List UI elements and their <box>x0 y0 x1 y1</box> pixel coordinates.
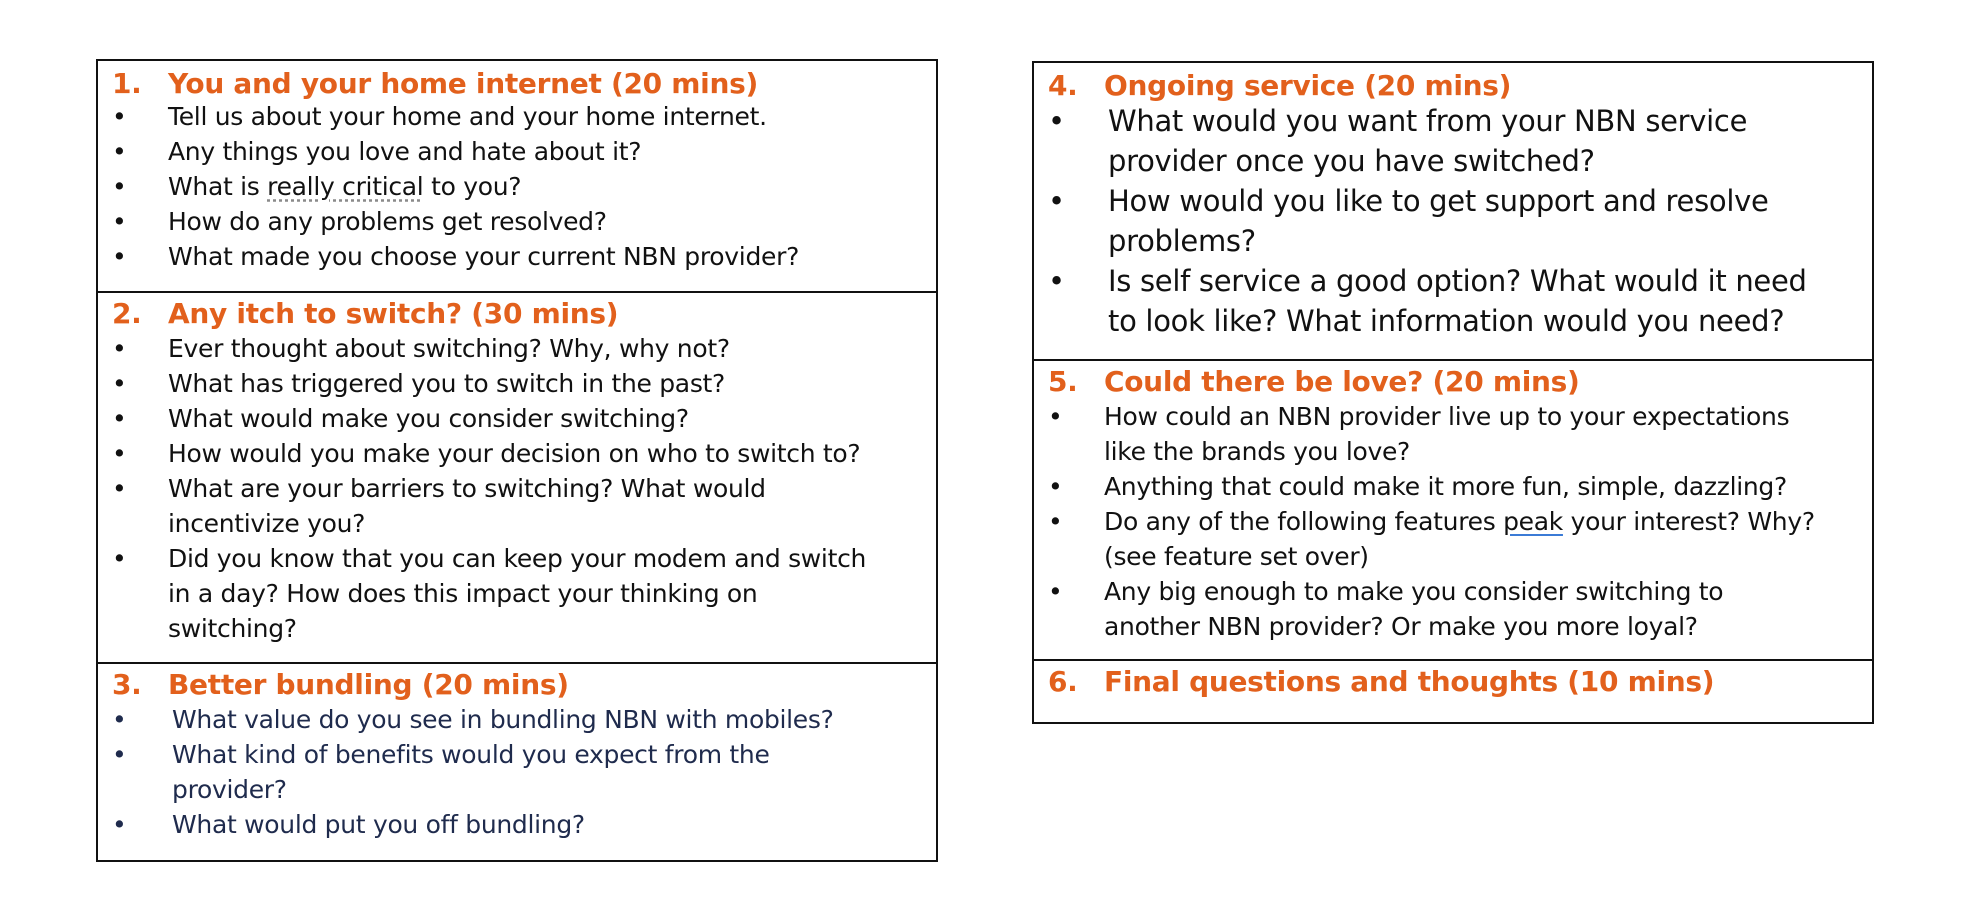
left-discussion-panel <box>96 59 938 862</box>
question-text: Did you know that you can keep your modem and switch <box>168 544 867 573</box>
section-number: 2. <box>112 297 142 330</box>
question-text: switching? <box>168 614 297 643</box>
question-list <box>98 702 936 842</box>
question-text: Do any of the following features peak your interest? Why? <box>1104 507 1815 536</box>
question-item <box>1034 101 1872 181</box>
section-number: 1. <box>112 67 142 100</box>
section-title: Final questions and thoughts (10 mins) <box>1104 665 1715 698</box>
bullet-icon: • <box>112 242 127 271</box>
bullet-icon: • <box>112 705 127 734</box>
question-text: Any big enough to make you consider switching to <box>1104 577 1724 606</box>
question-text: What would you want from your NBN service <box>1108 104 1748 138</box>
question-text: Ever thought about switching? Why, why not? <box>168 334 730 363</box>
underlined-phrase: peak <box>1503 507 1563 536</box>
section-number: 5. <box>1048 365 1078 398</box>
question-text: How could an NBN provider live up to your expectations <box>1104 402 1790 431</box>
bullet-icon: • <box>112 544 127 573</box>
question-text: like the brands you love? <box>1104 437 1411 466</box>
section-heading <box>112 67 758 100</box>
question-text: What are your barriers to switching? What would <box>168 474 766 503</box>
question-text: What value do you see in bundling NBN with mobiles? <box>172 705 834 734</box>
question-text: Is self service a good option? What would it need <box>1108 264 1807 298</box>
question-text: How would you like to get support and resolve <box>1108 184 1769 218</box>
bullet-icon: • <box>112 369 127 398</box>
question-item <box>98 737 936 807</box>
section-heading <box>1048 365 1580 398</box>
question-item <box>98 702 936 737</box>
question-list <box>98 331 936 646</box>
bullet-icon: • <box>1048 402 1063 431</box>
question-item <box>1034 399 1872 469</box>
question-text: incentivize you? <box>168 509 366 538</box>
question-item <box>1034 469 1872 504</box>
section-title: You and your home internet (20 mins) <box>168 67 758 100</box>
question-text: problems? <box>1108 224 1256 258</box>
question-item <box>98 541 936 646</box>
section-could-there-be-love <box>1034 359 1872 661</box>
question-list <box>1034 101 1872 341</box>
question-list <box>98 99 936 274</box>
section-heading <box>112 668 569 701</box>
section-ongoing-service <box>1034 63 1872 361</box>
question-item <box>1034 574 1872 644</box>
underlined-phrase: really critical <box>267 172 424 201</box>
question-text: in a day? How does this impact your thinking on <box>168 579 758 608</box>
bullet-icon: • <box>1048 577 1063 606</box>
bullet-icon: • <box>112 404 127 433</box>
question-text: What would put you off bundling? <box>172 810 585 839</box>
question-text: another NBN provider? Or make you more loyal? <box>1104 612 1698 641</box>
question-text: Anything that could make it more fun, simple, dazzling? <box>1104 472 1787 501</box>
bullet-icon: • <box>1048 264 1065 298</box>
bullet-icon: • <box>112 334 127 363</box>
section-title: Could there be love? (20 mins) <box>1104 365 1580 398</box>
question-item <box>98 239 936 274</box>
question-text: How would you make your decision on who to switch to? <box>168 439 861 468</box>
question-text: provider once you have switched? <box>1108 144 1595 178</box>
question-item <box>98 134 936 169</box>
bullet-icon: • <box>112 137 127 166</box>
section-number: 6. <box>1048 665 1078 698</box>
section-heading <box>112 297 618 330</box>
question-text: to look like? What information would you need? <box>1108 304 1785 338</box>
section-heading <box>1048 69 1511 102</box>
question-item <box>98 401 936 436</box>
bullet-icon: • <box>1048 184 1065 218</box>
section-itch-to-switch <box>98 291 936 664</box>
bullet-icon: • <box>112 172 127 201</box>
question-text: provider? <box>172 775 287 804</box>
section-number: 4. <box>1048 69 1078 102</box>
question-text: Tell us about your home and your home internet. <box>168 102 767 131</box>
question-item <box>1034 504 1872 574</box>
question-item <box>98 331 936 366</box>
section-final-questions <box>1034 659 1872 722</box>
question-text: What would make you consider switching? <box>168 404 689 433</box>
question-item <box>1034 181 1872 261</box>
bullet-icon: • <box>112 810 127 839</box>
bullet-icon: • <box>1048 472 1063 501</box>
section-number: 3. <box>112 668 142 701</box>
question-item <box>98 436 936 471</box>
question-item <box>98 471 936 541</box>
question-item <box>98 366 936 401</box>
question-text: What made you choose your current NBN provider? <box>168 242 800 271</box>
question-text: (see feature set over) <box>1104 542 1369 571</box>
section-home-internet <box>98 61 936 293</box>
question-item <box>98 169 936 204</box>
question-list <box>1034 399 1872 644</box>
bullet-icon: • <box>112 740 127 769</box>
question-text: How do any problems get resolved? <box>168 207 607 236</box>
bullet-icon: • <box>112 474 127 503</box>
question-text: What is really critical to you? <box>168 172 522 201</box>
bullet-icon: • <box>112 102 127 131</box>
question-text: What has triggered you to switch in the past? <box>168 369 726 398</box>
bullet-icon: • <box>112 439 127 468</box>
right-discussion-panel <box>1032 61 1874 724</box>
bullet-icon: • <box>1048 104 1065 138</box>
section-heading <box>1048 665 1714 698</box>
question-item <box>98 807 936 842</box>
bullet-icon: • <box>112 207 127 236</box>
question-text: Any things you love and hate about it? <box>168 137 642 166</box>
question-item <box>98 99 936 134</box>
section-title: Ongoing service (20 mins) <box>1104 69 1512 102</box>
question-item <box>98 204 936 239</box>
section-title: Any itch to switch? (30 mins) <box>168 297 619 330</box>
question-text: What kind of benefits would you expect from the <box>172 740 770 769</box>
question-item <box>1034 261 1872 341</box>
bullet-icon: • <box>1048 507 1063 536</box>
section-title: Better bundling (20 mins) <box>168 668 569 701</box>
section-better-bundling <box>98 662 936 860</box>
